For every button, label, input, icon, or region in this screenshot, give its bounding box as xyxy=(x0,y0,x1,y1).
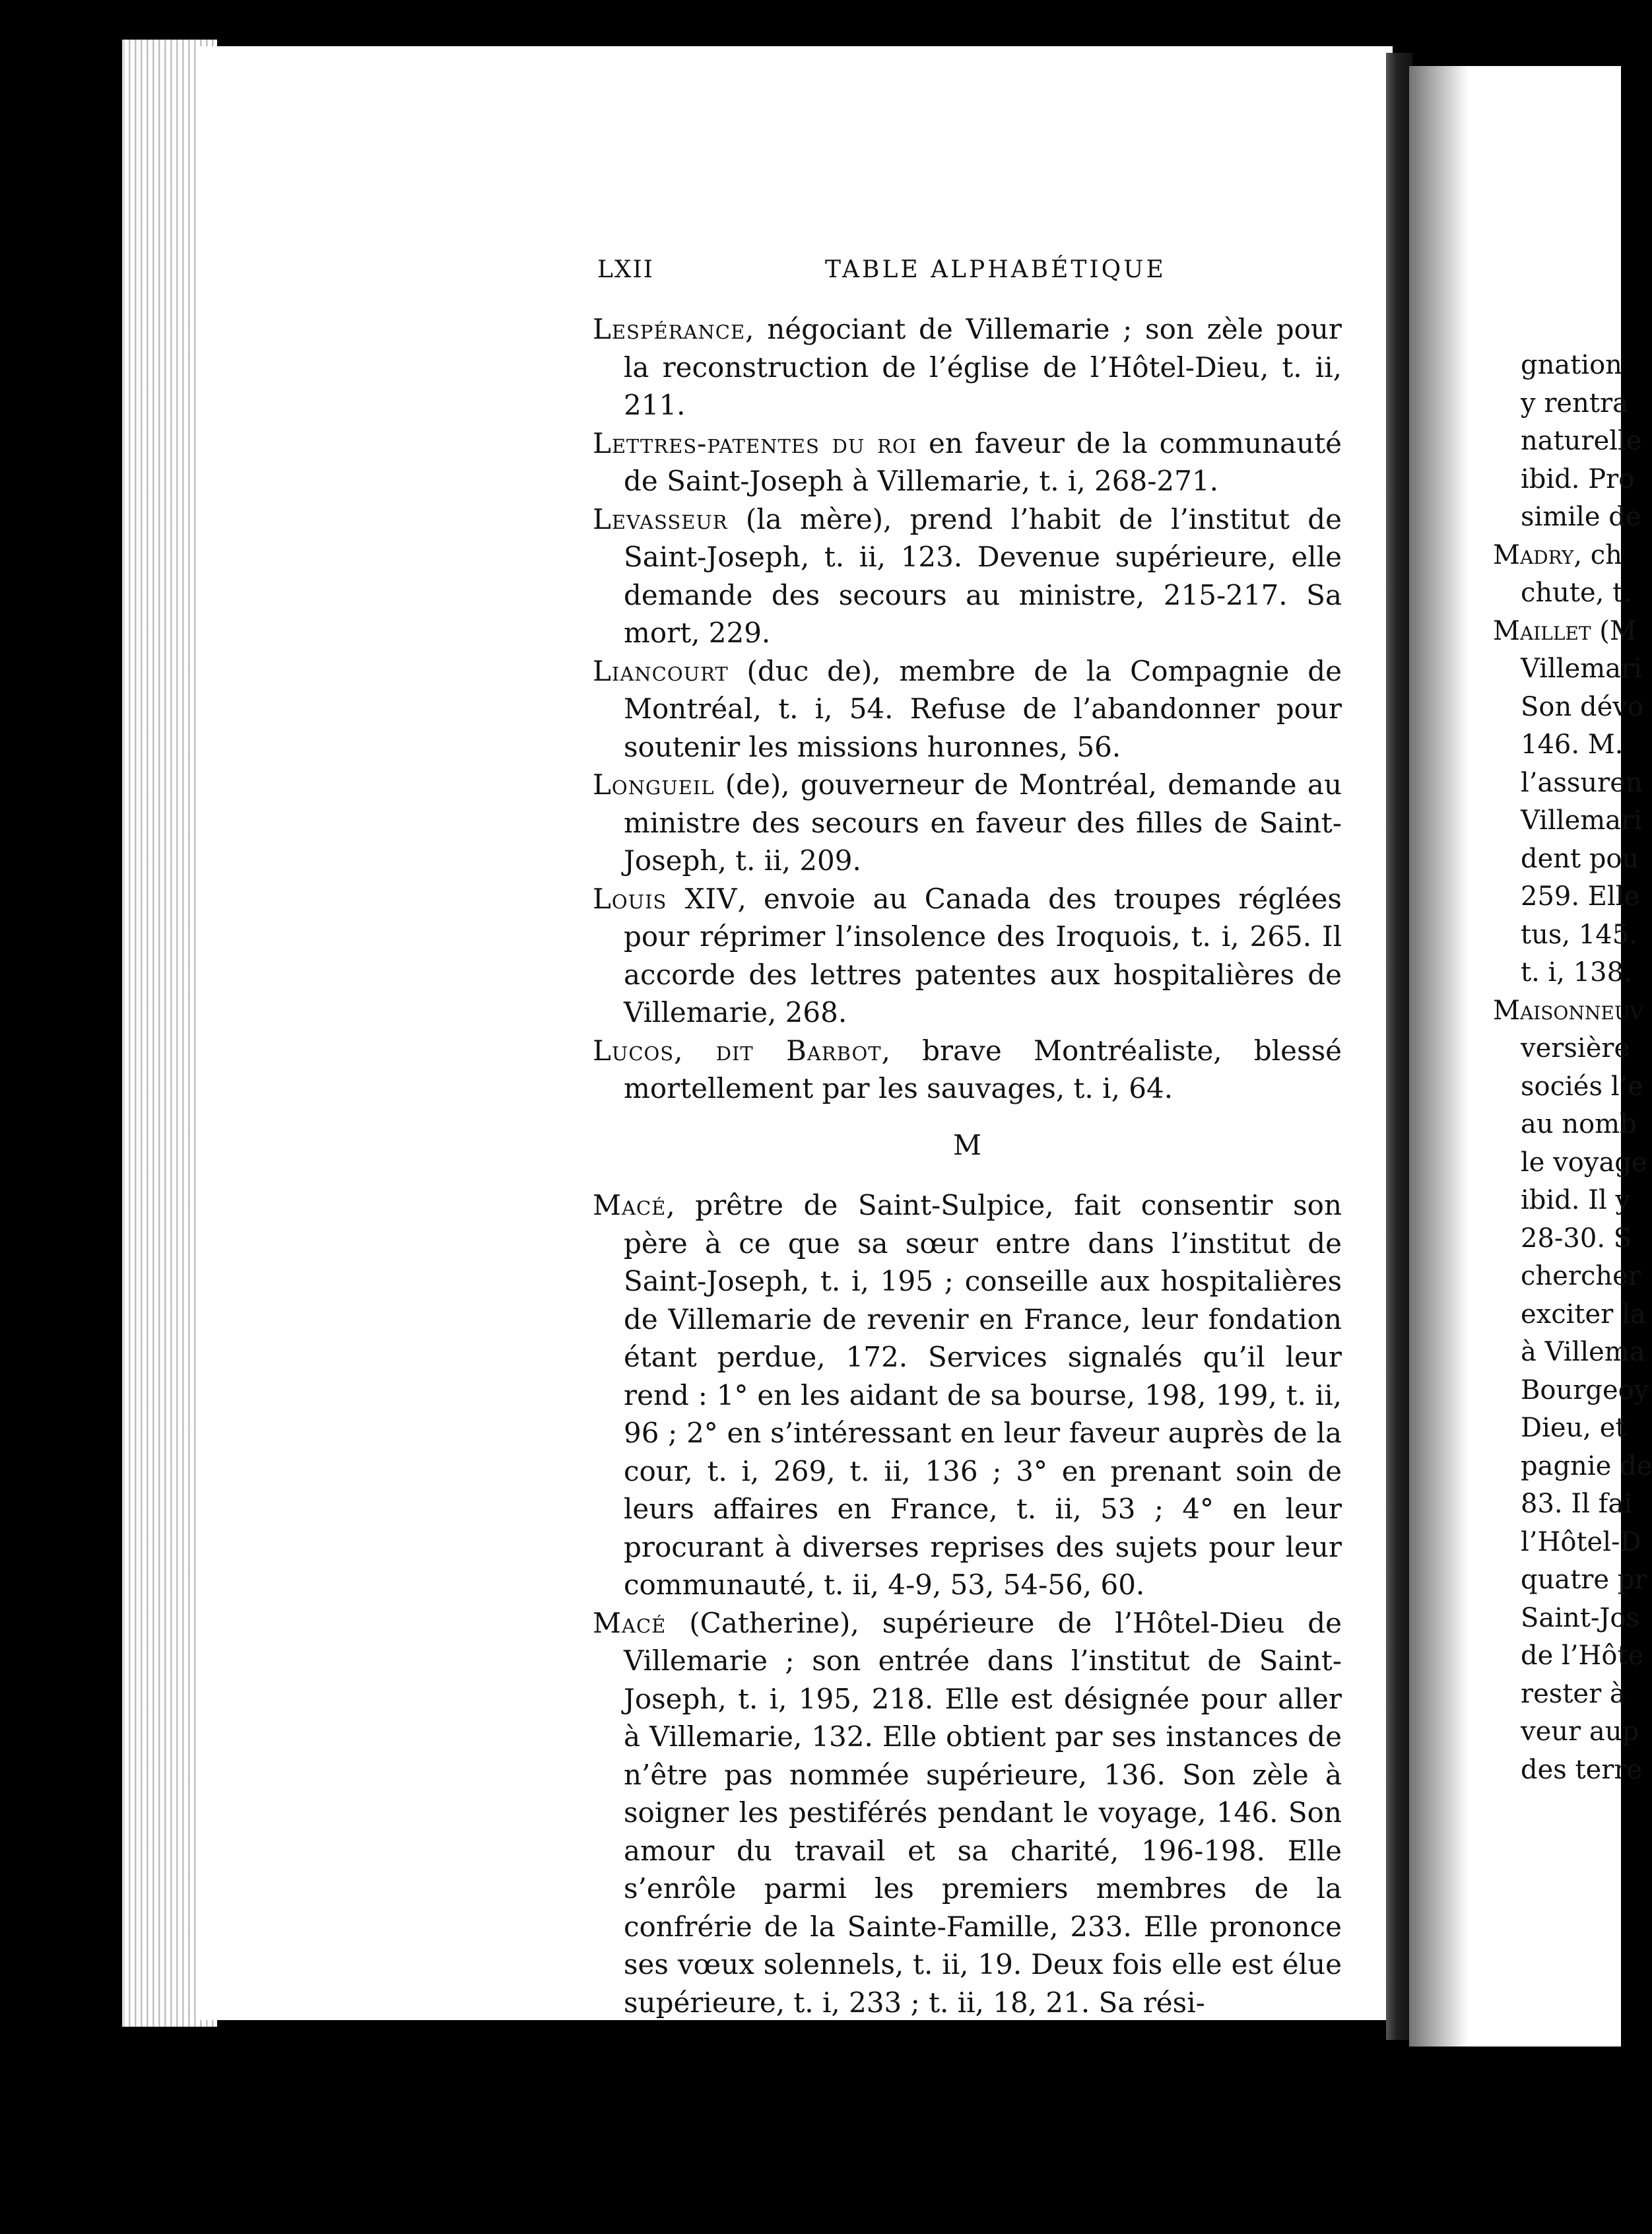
right-page-line xyxy=(1493,613,1637,651)
entry-text: (de), gouverneur de Montréal, demande au ministre des secours en faveur des filles de Saint-Joseph, t. ii, 209. xyxy=(624,768,1342,877)
entry-headword: Maisonneuv xyxy=(1493,995,1643,1026)
index-entry xyxy=(593,310,1342,424)
right-page-line xyxy=(1493,992,1643,1031)
right-page-line xyxy=(1493,1068,1643,1106)
index-entry xyxy=(593,1604,1342,2022)
entry-text: (Catherine), supérieure de l’Hôtel-Dieu de Villemarie ; son entrée dans l’institut de Saint-Joseph, t. i, 195, 218. Elle est désignée pour aller à Villemarie, 132. Elle obtient par ses instances de n’être pas nommée supérieure, 136. Son zèle à soigner les pestiférés pendant le voyage, 146. Son amour du travail et sa charité, 196-198. Elle s’enrôle parmi les premiers membres de la confrérie de la Sainte-Famille, 233. Elle prononce ses vœux solennels, t. ii, 19. Deux fois elle est élue supérieure, t. i, 233 ; t. ii, 18, 21. Sa rési- xyxy=(624,1606,1342,2019)
entry-headword: Lettres-patentes du roi xyxy=(593,426,917,459)
right-page-text xyxy=(1493,347,1652,1789)
right-page-line xyxy=(1493,650,1642,689)
right-page-line xyxy=(1493,689,1643,727)
right-page-line xyxy=(1493,461,1635,499)
right-page-line xyxy=(1493,1485,1633,1524)
line-text: chute, t. xyxy=(1521,578,1632,608)
index-entry xyxy=(593,500,1342,652)
index-entry xyxy=(593,1186,1342,1604)
index-entry xyxy=(593,766,1342,880)
right-page-line xyxy=(1493,1751,1643,1790)
entries-after xyxy=(593,1186,1342,2021)
line-text: de l’Hôte xyxy=(1521,1641,1644,1671)
right-page-line xyxy=(1493,1372,1649,1410)
line-text: Son dévo xyxy=(1521,691,1643,722)
line-text: t. i, 138. xyxy=(1521,957,1632,988)
right-page-line xyxy=(1493,1258,1641,1296)
index-entry xyxy=(593,1032,1342,1108)
line-text: 83. Il fai xyxy=(1521,1489,1633,1519)
line-text: Villemari xyxy=(1521,654,1642,684)
line-text: Villemari xyxy=(1521,805,1642,836)
right-page-line xyxy=(1493,498,1641,537)
entry-headword: Maillet xyxy=(1493,615,1591,646)
entry-headword: Madry xyxy=(1493,539,1574,570)
gutter-shadow xyxy=(1409,66,1469,2047)
entry-headword: Lespérance xyxy=(593,313,746,345)
line-text: ibid. Il y xyxy=(1521,1185,1631,1215)
entry-headword: Lucos, dit Barbot xyxy=(593,1034,882,1067)
section-letter: M xyxy=(952,1128,981,1161)
line-text: Bourgeoy xyxy=(1521,1374,1649,1405)
entry-headword: Longueil xyxy=(593,768,715,801)
entry-headword: Liancourt xyxy=(593,654,729,687)
line-text: exciter la xyxy=(1521,1299,1646,1330)
line-text: veur aup xyxy=(1521,1716,1639,1747)
right-page-line xyxy=(1493,726,1625,764)
line-text: Saint-Jos xyxy=(1521,1602,1640,1633)
line-text: rester à xyxy=(1521,1678,1626,1709)
line-text: y rentra xyxy=(1521,388,1628,419)
line-text: 259. Elle xyxy=(1521,881,1640,912)
index-text xyxy=(593,310,1342,2021)
right-page-line xyxy=(1493,574,1632,613)
line-text: gnation xyxy=(1521,350,1622,380)
right-page-line xyxy=(1493,1334,1645,1372)
right-page-line xyxy=(1493,1676,1625,1714)
entry-headword: Macé xyxy=(593,1189,667,1221)
right-page-line xyxy=(1493,1182,1631,1220)
right-page-line xyxy=(1493,537,1625,575)
right-page-line xyxy=(1493,347,1625,385)
book-gutter xyxy=(1386,53,1412,2040)
line-text: chercher xyxy=(1521,1261,1641,1291)
running-title: TABLE ALPHABÉTIQUE xyxy=(825,256,1166,283)
line-text: l’assuren xyxy=(1521,767,1643,798)
right-page-line xyxy=(1493,802,1642,840)
right-page-line xyxy=(1493,1409,1625,1448)
right-page-line xyxy=(1493,954,1632,992)
line-text: ibid. Pro xyxy=(1521,463,1635,494)
line-text: (M xyxy=(1591,615,1637,646)
right-page-line xyxy=(1493,840,1639,879)
right-page-line xyxy=(1493,916,1637,955)
entries-before xyxy=(593,310,1342,1108)
line-text: 146. M. xyxy=(1521,729,1624,760)
right-page-line xyxy=(1493,1600,1640,1638)
right-page-line xyxy=(1493,764,1643,803)
line-text: versière xyxy=(1521,1033,1630,1064)
right-page-line xyxy=(1493,1637,1644,1676)
line-text: Dieu, et xyxy=(1521,1413,1626,1443)
line-text: simile de xyxy=(1521,502,1641,532)
right-page-line xyxy=(1493,1144,1647,1182)
entry-headword: Louis XIV xyxy=(593,882,738,915)
line-text: le voyage xyxy=(1521,1147,1647,1178)
index-entry xyxy=(593,424,1342,500)
running-head xyxy=(597,256,1337,296)
entry-text: en faveur de la communauté de Saint-Joseph à Villemarie, t. i, 268-271. xyxy=(624,426,1342,497)
right-page-line xyxy=(1493,1106,1637,1144)
line-text: tus, 145. xyxy=(1521,919,1637,950)
line-text: , ch xyxy=(1573,539,1622,570)
line-text: à Villema xyxy=(1521,1337,1645,1367)
entry-headword: Macé xyxy=(593,1606,667,1639)
line-text: dent pou xyxy=(1521,843,1639,874)
right-page-line xyxy=(1493,1296,1646,1334)
right-page-line xyxy=(1493,1220,1632,1258)
line-text: sociés l’e xyxy=(1521,1071,1643,1102)
right-page-line xyxy=(1493,1713,1639,1751)
right-page-line xyxy=(1493,1524,1641,1562)
entry-text: , envoie au Canada des troupes réglées pour réprimer l’insolence des Iroquois, t. i, 265. Il accorde des lettres patentes aux hospitalières de Villemarie, 268. xyxy=(624,882,1342,1029)
entry-text: (la mère), prend l’habit de l’institut de Saint-Joseph, t. ii, 123. Devenue supérieure, elle demande des secours au ministre, 215-217. Sa mort, 229. xyxy=(624,502,1342,649)
entry-text: , prêtre de Saint-Sulpice, fait consentir son père à ce que sa sœur entre dans l’institut de Saint-Joseph, t. i, 195 ; conseille aux hospitalières de Villemarie de revenir en France, leur fondation étant perdue, 172. Services signalés qu’il leur rend : 1° en les aidant de sa bourse, 198, 199, t. ii, 96 ; 2° en s’intéressant en leur faveur auprès de la cour, t. i, 269, t. ii, 136 ; 3° en prenant soin de leurs affaires en France, t. ii, 53 ; 4° en leur procurant à diverses reprises des sujets pour leur communauté, t. ii, 4-9, 53, 54-56, 60. xyxy=(624,1189,1342,1601)
index-entry xyxy=(593,652,1342,766)
index-entry xyxy=(593,880,1342,1032)
right-page-line xyxy=(1493,1030,1630,1068)
entry-text: (duc de), membre de la Compagnie de Montréal, t. i, 54. Refuse de l’abandonner pour soutenir les missions huronnes, 56. xyxy=(624,654,1342,763)
line-text: quatre pr xyxy=(1521,1565,1647,1595)
line-text: 28-30. S xyxy=(1521,1223,1632,1254)
entry-text: , négociant de Villemarie ; son zèle pour la reconstruction de l’église de l’Hôtel-Dieu, t. ii, 211. xyxy=(624,313,1342,421)
right-page-line xyxy=(1493,1448,1652,1486)
line-text: l’Hôtel-D xyxy=(1521,1526,1641,1557)
entry-headword: Levasseur xyxy=(593,502,728,535)
right-page-line xyxy=(1493,385,1628,423)
line-text: naturelle xyxy=(1521,426,1642,456)
line-text: au nomb xyxy=(1521,1109,1637,1139)
right-page-line xyxy=(1493,423,1642,461)
line-text: des terre xyxy=(1521,1754,1643,1785)
right-page-line xyxy=(1493,1561,1647,1600)
entry-text: , brave Montréaliste, blessé mortellement par les sauvages, t. i, 64. xyxy=(624,1034,1342,1104)
page-number: LXII xyxy=(597,256,654,283)
line-text: pagnie de xyxy=(1521,1450,1652,1481)
right-page-line xyxy=(1493,878,1640,916)
